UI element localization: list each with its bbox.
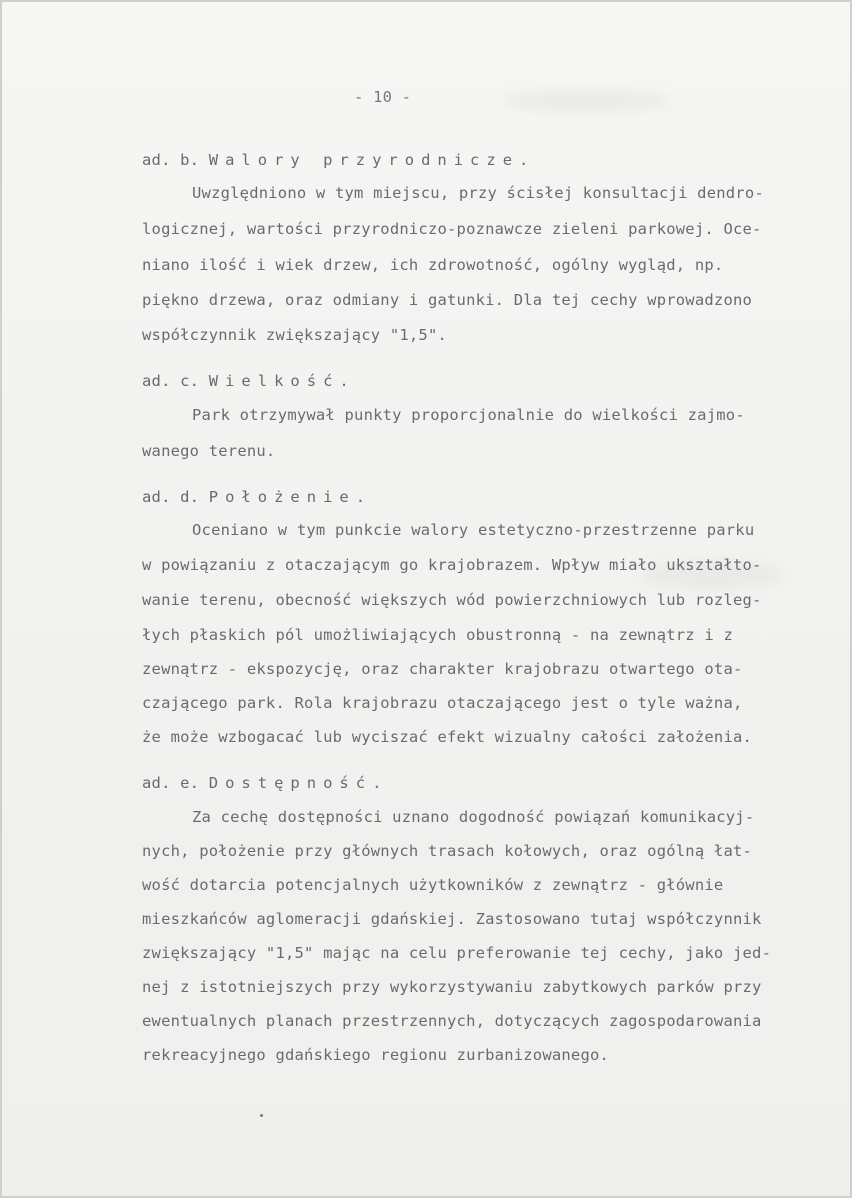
paragraph-line: Park otrzymywał punkty proporcjonalnie do wielkości zajmo- xyxy=(192,406,745,424)
section-prefix: ad. d. xyxy=(142,488,200,506)
paragraph-line: wanego terenu. xyxy=(142,442,276,460)
paragraph-line: łych płaskich pól umożliwiających obustronną - na zewnątrz i z xyxy=(142,626,733,644)
paragraph-line: niano ilość i wiek drzew, ich zdrowotność, ogólny wygląd, np. xyxy=(142,256,724,274)
paragraph-line: że może wzbogacać lub wyciszać efekt wizualny całości założenia. xyxy=(142,728,753,746)
paragraph-line: piękno drzewa, oraz odmiany i gatunki. Dla tej cechy wprowadzono xyxy=(142,291,753,309)
paragraph-line: nych, położenie przy głównych trasach kołowych, oraz ogólną łat- xyxy=(142,842,753,860)
paragraph-line: rekreacyjnego gdańskiego regionu zurbanizowanego. xyxy=(142,1046,610,1064)
paragraph-line: ewentualnych planach przestrzennych, dotyczących zagospodarowania xyxy=(142,1012,762,1030)
scan-speck xyxy=(260,1114,263,1117)
paragraph-line: Uwzględniono w tym miejscu, przy ścisłej konsultacji dendro- xyxy=(192,184,764,202)
section-title: Wielkość. xyxy=(208,372,356,390)
section-title: Dostępność. xyxy=(208,774,389,792)
page-number: - 10 - xyxy=(354,88,412,106)
paragraph-line: współczynnik zwiększający "1,5". xyxy=(142,326,448,344)
paragraph-line: logicznej, wartości przyrodniczo-poznawcze zieleni parkowej. Oce- xyxy=(142,220,762,238)
section-title: Walory przyrodnicze. xyxy=(208,151,536,169)
paragraph-line: Oceniano w tym punkcie walory estetyczno-przestrzenne parku xyxy=(192,521,755,539)
paragraph-line: nej z istotniejszych przy wykorzystywaniu zabytkowych parków przy xyxy=(142,978,762,996)
paragraph-line: zewnątrz - ekspozycję, oraz charakter krajobrazu otwartego ota- xyxy=(142,660,743,678)
paragraph-line: w powiązaniu z otaczającym go krajobrazem. Wpływ miało ukształto- xyxy=(142,556,762,574)
paragraph-line: czającego park. Rola krajobrazu otaczającego jest o tyle ważna, xyxy=(142,694,743,712)
section-prefix: ad. c. xyxy=(142,372,200,390)
paragraph-line: wanie terenu, obecność większych wód powierzchniowych lub rozleg- xyxy=(142,591,762,609)
paragraph-line: zwiększający "1,5" mając na celu preferowanie tej cechy, jako jed- xyxy=(142,944,772,962)
section-heading-c xyxy=(142,374,356,390)
scan-smudge xyxy=(502,90,672,112)
section-title: Położenie. xyxy=(208,488,373,506)
paragraph-line: mieszkańców aglomeracji gdańskiej. Zastosowano tutaj współczynnik xyxy=(142,910,762,928)
section-prefix: ad. e. xyxy=(142,774,200,792)
section-heading-e xyxy=(142,776,388,792)
paragraph-line: Za cechę dostępności uznano dogodność powiązań komunikacyj- xyxy=(192,808,755,826)
section-prefix: ad. b. xyxy=(142,151,200,169)
section-heading-b xyxy=(142,153,535,169)
paragraph-line: wość dotarcia potencjalnych użytkowników z zewnątrz - głównie xyxy=(142,876,724,894)
section-heading-d xyxy=(142,490,372,506)
